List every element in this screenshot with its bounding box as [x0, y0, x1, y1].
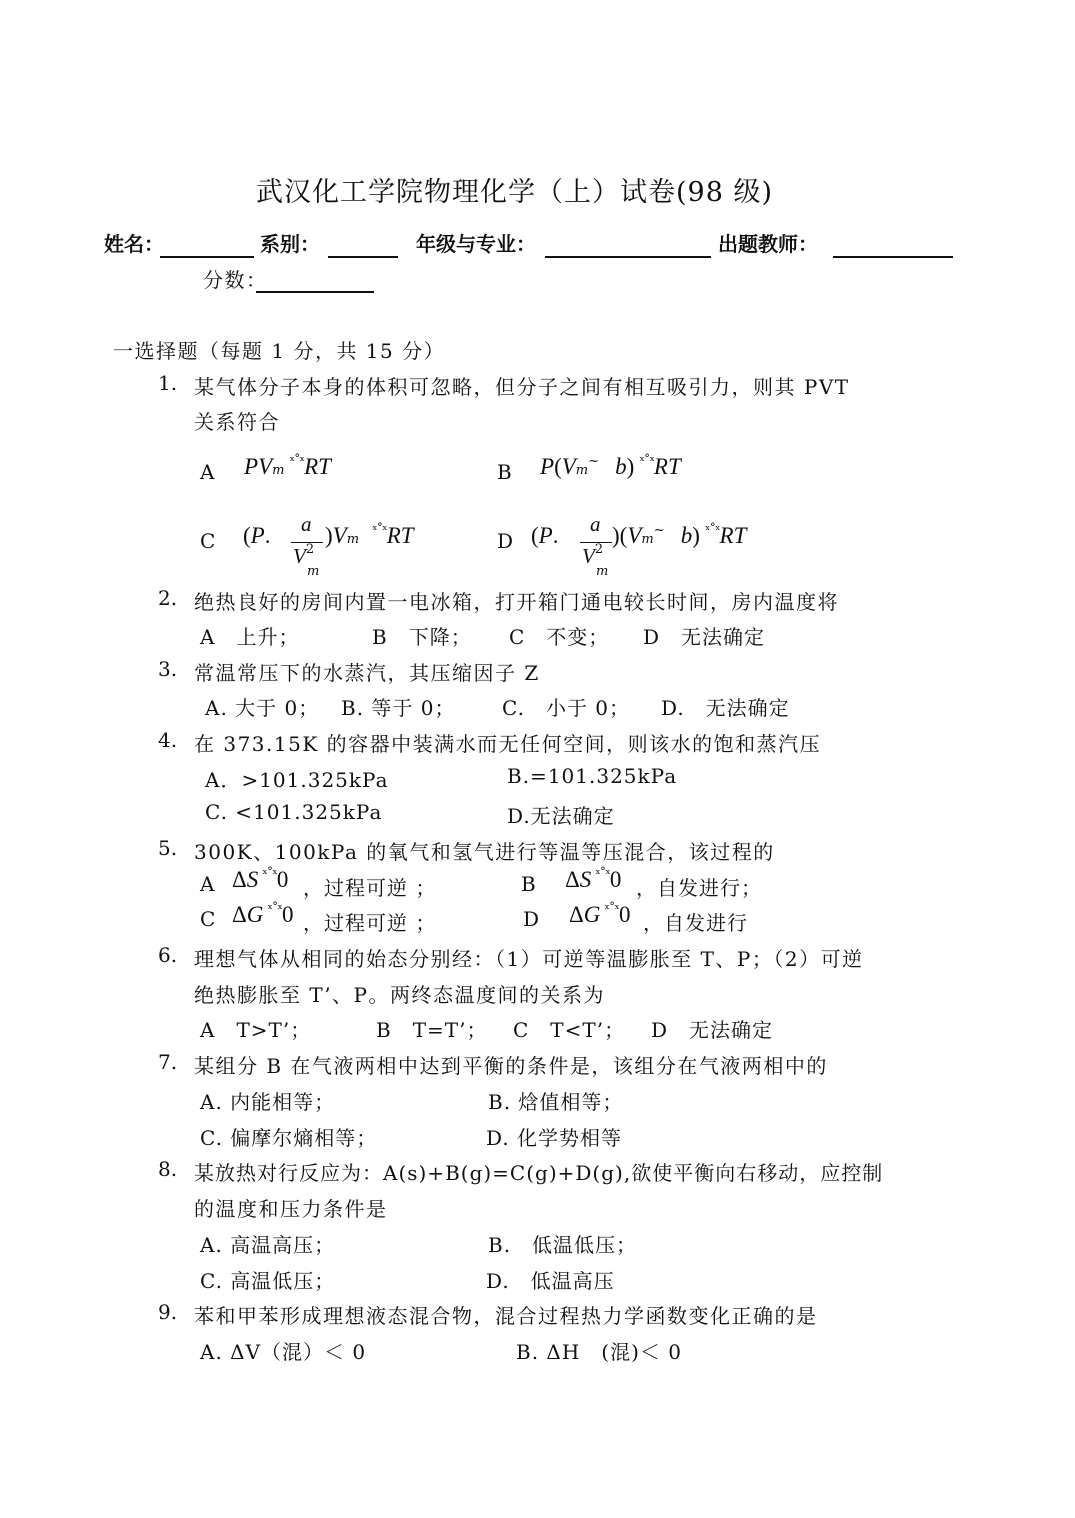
formula-c-rest: )Vm $^{ˣ˚ˣ}$RT: [325, 523, 414, 548]
option-letter: B: [497, 460, 513, 484]
option: A T>T’；: [200, 1018, 312, 1042]
formula-a: PVm $^{ˣ˚ˣ}$RT: [244, 454, 331, 479]
question-number: 3.: [158, 657, 178, 681]
option: D. 低温高压: [486, 1269, 615, 1293]
score-label: 分数：: [203, 268, 268, 292]
question-stem: 苯和甲苯形成理想液态混合物，混合过程热力学函数变化正确的是: [194, 1304, 818, 1328]
option: B. 低温低压；: [488, 1233, 638, 1257]
question-number: 4.: [158, 728, 178, 752]
question-number: 6.: [158, 943, 178, 967]
option: C. <101.325kPa: [205, 800, 383, 824]
question-stem: 300K、100kPa 的氧气和氢气进行等温等压混合，该过程的: [194, 840, 775, 864]
question-number: 7.: [158, 1050, 178, 1074]
option: A 上升；: [200, 625, 300, 649]
teacher-field[interactable]: [833, 256, 953, 258]
option: D. 化学势相等: [486, 1126, 623, 1150]
option: D. 无法确定: [661, 696, 790, 720]
option: B T=T’；: [376, 1018, 488, 1042]
section-heading: 一选择题（每题 1 分，共 15 分）: [113, 339, 446, 363]
option: C. 高温低压；: [200, 1269, 336, 1293]
formula-dg-d: ΔG $^{ˣ˚ˣ}$0: [569, 902, 631, 927]
option-letter: D: [497, 529, 515, 553]
option: D.无法确定: [507, 804, 615, 828]
option-letter: A: [200, 872, 216, 896]
option: C 不变；: [509, 625, 610, 649]
formula-d-rest: )(Vm~ b) $^{ˣ˚ˣ}$RT: [612, 523, 747, 548]
option: A. 大于 0；: [205, 696, 320, 720]
option: A．>101.325kPa: [205, 768, 389, 792]
page-title: 武汉化工学院物理化学（上）试卷(98 级): [256, 177, 774, 208]
option: B. 焓值相等；: [488, 1090, 624, 1114]
grade-major-field[interactable]: [545, 256, 711, 258]
option-letter: B: [521, 872, 537, 896]
formula-b: P(Vm~ b) $^{ˣ˚ˣ}$RT: [540, 454, 681, 479]
name-field[interactable]: [160, 256, 254, 258]
option: A. ΔV（混）＜ 0: [200, 1340, 367, 1364]
option: C. 小于 0；: [502, 696, 631, 720]
question-number: 9.: [158, 1300, 178, 1324]
option: A. 内能相等；: [200, 1090, 336, 1114]
question-stem: 在 373.15K 的容器中装满水而无任何空间，则该水的饱和蒸汽压: [194, 732, 822, 756]
question-stem-cont: 关系符合: [194, 410, 280, 434]
option: C. 偏摩尔熵相等；: [200, 1126, 378, 1150]
fraction-d: a $V^2$ m: [580, 512, 612, 574]
question-number: 2.: [158, 586, 178, 610]
question-stem: 常温常压下的水蒸汽，其压缩因子 Z: [194, 661, 540, 685]
option: C T<T’；: [513, 1018, 626, 1042]
option-text: ，过程可逆 ；: [303, 911, 437, 935]
formula-ds-a: ΔS $^{ˣ˚ˣ}$0: [232, 867, 289, 892]
option: B. 等于 0；: [341, 696, 456, 720]
question-stem: 某组分 B 在气液两相中达到平衡的条件是，该组分在气液两相中的: [194, 1054, 828, 1078]
question-number: 8.: [158, 1157, 178, 1181]
question-stem: 某气体分子本身的体积可忽略，但分子之间有相互吸引力，则其 PVT: [194, 375, 850, 399]
fraction-c: a $V^2$ m: [291, 512, 323, 574]
option-text: ，自发进行: [643, 911, 748, 935]
name-label: 姓名：: [104, 232, 164, 256]
question-number: 5.: [158, 836, 178, 860]
formula-ds-b: ΔS $^{ˣ˚ˣ}$0: [565, 867, 622, 892]
grade-major-label: 年级与专业：: [416, 232, 536, 256]
option: D 无法确定: [643, 625, 766, 649]
option-letter: D: [523, 907, 541, 931]
option-letter: C: [200, 529, 217, 553]
formula-dg-c: ΔG $^{ˣ˚ˣ}$0: [232, 902, 294, 927]
question-number: 1.: [158, 371, 178, 395]
option: B. ΔH (混)＜ 0: [516, 1340, 682, 1364]
option: B.=101.325kPa: [507, 764, 678, 788]
department-label: 系别：: [260, 232, 320, 256]
question-stem: 绝热良好的房间内置一电冰箱，打开箱门通电较长时间，房内温度将: [194, 590, 839, 614]
option: D 无法确定: [651, 1018, 774, 1042]
score-field[interactable]: [256, 291, 374, 293]
option: A. 高温高压；: [200, 1233, 336, 1257]
formula-d-open: (P.: [531, 523, 559, 548]
teacher-label: 出题教师：: [718, 232, 818, 256]
option-text: ，过程可逆 ；: [303, 876, 437, 900]
option-text: ，自发进行；: [636, 876, 762, 900]
question-stem: 理想气体从相同的始态分别经：（1）可逆等温膨胀至 T、P；（2）可逆: [194, 947, 864, 971]
question-stem-cont: 绝热膨胀至 T’、P。两终态温度间的关系为: [194, 983, 606, 1007]
option-letter: A: [200, 460, 216, 484]
option-letter: C: [200, 907, 217, 931]
option: B 下降；: [372, 625, 472, 649]
department-field[interactable]: [328, 256, 398, 258]
question-stem-cont: 的温度和压力条件是: [194, 1197, 388, 1221]
question-stem: 某放热对行反应为：A(s)+B(g)=C(g)+D(g),欲使平衡向右移动，应控制: [194, 1161, 884, 1185]
formula-c-open: (P.: [243, 523, 271, 548]
